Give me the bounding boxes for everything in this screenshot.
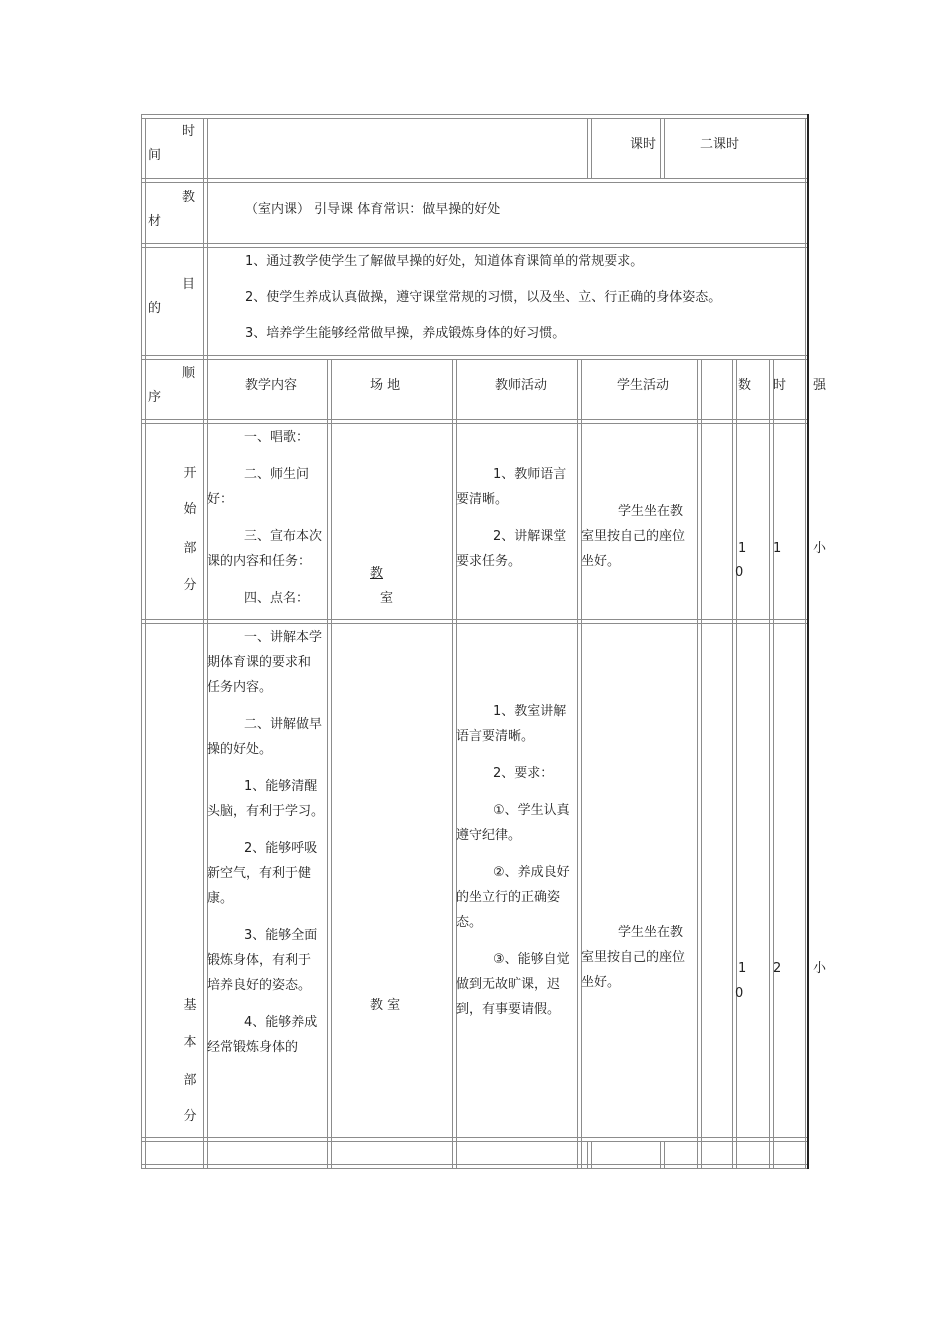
table-rule [141, 623, 807, 624]
table-rule [141, 355, 807, 356]
time-label-a: 时 [182, 124, 196, 139]
section-basic-time: 2 [773, 961, 782, 976]
table-rule [141, 182, 807, 183]
list-item: ③、能够自觉 做到无故旷课，迟 到，有事要请假。 [456, 952, 570, 1017]
table-rule [660, 1141, 661, 1168]
table-rule [660, 118, 661, 179]
list-item: 一、讲解本学 期体育课的要求和 任务内容。 [207, 630, 323, 695]
header-intensity: 强 [813, 378, 827, 393]
table-rule [697, 359, 698, 1168]
goal-item-1: 1、通过教学使学生了解做早操的好处，知道体育课简单的常规要求。 [245, 254, 644, 269]
material-label [148, 186, 200, 234]
table-rule [587, 1141, 588, 1168]
period-value: 二课时 [700, 137, 740, 152]
list-item: 二、师生问 好： [207, 467, 310, 507]
header-order-a: 顺 [182, 366, 196, 381]
list-item: ②、养成良好 的坐立行的正确姿 态。 [456, 865, 570, 930]
header-count: 数 [738, 378, 752, 393]
section-basic-count-a: 1 [738, 961, 747, 976]
goal-label-a: 目 [182, 277, 196, 292]
table-rule [581, 359, 582, 1168]
list-item: 4、能够养成 经常锻炼身体的 [207, 1015, 318, 1055]
section-basic-teacher [456, 699, 580, 1034]
section-start-char: 开 [183, 466, 197, 481]
table-rule [805, 118, 806, 1168]
header-time: 时 [773, 378, 787, 393]
section-start-count-b: 0 [735, 565, 744, 580]
list-item: ①、学生认真 遵守纪律。 [456, 803, 570, 843]
section-start-count-a: 1 [738, 541, 747, 556]
header-student: 学生活动 [617, 378, 670, 393]
goal-label [148, 273, 200, 321]
table-rule [141, 118, 807, 119]
table-rule [141, 243, 807, 244]
section-start-char: 分 [183, 578, 197, 593]
table-rule [141, 423, 807, 424]
venue-char: 教 [370, 566, 384, 581]
table-rule [769, 359, 770, 1168]
goal-item-2: 2、使学生养成认真做操，遵守课堂常规的习惯，以及坐、立、行正确的身体姿态。 [245, 290, 722, 305]
list-item: 2、能够呼吸 新空气，有利于健 康。 [207, 841, 318, 906]
table-border-right [807, 114, 809, 1169]
table-rule [732, 359, 733, 1168]
section-basic-intensity: 小 [813, 961, 827, 976]
section-basic-count-b: 0 [735, 986, 744, 1001]
header-order-b: 序 [148, 390, 162, 405]
time-label-b: 间 [148, 148, 162, 163]
list-item: 三、宣布本次 课的内容和任务： [207, 529, 323, 569]
table-rule [736, 359, 737, 1168]
goal-item-3: 3、培养学生能够经常做早操，养成锻炼身体的好习惯。 [245, 326, 566, 341]
section-basic-char: 分 [183, 1109, 197, 1124]
table-rule [587, 118, 588, 179]
time-label [148, 120, 200, 168]
list-item: 1、教师语言 要清晰。 [456, 467, 567, 507]
table-rule [141, 1137, 807, 1138]
table-rule [331, 359, 332, 1168]
material-label-a: 教 [182, 190, 196, 205]
table-border-top [141, 114, 809, 115]
table-rule [141, 419, 807, 420]
table-rule [664, 1141, 665, 1168]
section-start-intensity: 小 [813, 541, 827, 556]
section-basic-char: 基 [183, 998, 197, 1013]
section-basic-venue: 教 室 [370, 998, 401, 1013]
section-start-student [581, 499, 699, 586]
header-venue: 场 地 [370, 378, 401, 393]
table-rule [701, 359, 702, 1168]
header-order [148, 362, 200, 410]
goal-label-b: 的 [148, 301, 162, 316]
table-rule [773, 359, 774, 1168]
section-basic-char: 本 [183, 1035, 197, 1050]
list-item: 1、教室讲解 语言要清晰。 [456, 704, 567, 744]
list-item: 2、讲解课堂 要求任务。 [456, 529, 567, 569]
table-rule [452, 359, 453, 1168]
list-item: 3、能够全面 锻炼身体，有利于 培养良好的姿态。 [207, 928, 318, 993]
material-label-b: 材 [148, 214, 162, 229]
material-content: （室内课） 引导课 体育常识：做早操的好处 [245, 202, 501, 217]
student-activity: 学生坐在教 室里按自己的座位 坐好。 [581, 504, 686, 569]
table-rule [591, 1141, 592, 1168]
section-start-teacher [456, 462, 580, 586]
section-start-content [207, 425, 329, 623]
section-start-venue [370, 536, 393, 611]
table-rule [141, 178, 807, 179]
list-item: 1、能够清醒 头脑，有利于学习。 [207, 779, 325, 819]
section-start-time: 1 [773, 541, 782, 556]
table-rule [145, 118, 146, 1168]
list-item: 二、讲解做早 操的好处。 [207, 717, 323, 757]
section-start-char: 始 [183, 502, 197, 517]
section-basic-student [581, 920, 699, 1007]
table-rule [141, 359, 807, 360]
table-rule [141, 1164, 807, 1165]
table-rule [591, 118, 592, 179]
header-content: 教学内容 [245, 378, 298, 393]
list-item: 四、点名： [244, 591, 310, 606]
section-basic-char: 部 [183, 1073, 197, 1088]
table-border-bottom [141, 1168, 809, 1169]
table-rule [141, 1141, 807, 1142]
list-item: 一、唱歌： [244, 430, 310, 445]
period-label: 课时 [630, 137, 657, 152]
table-rule [664, 118, 665, 179]
section-start-char: 部 [183, 541, 197, 556]
table-rule [141, 247, 807, 248]
venue-char: 室 [380, 591, 394, 606]
section-basic-content [207, 625, 331, 1072]
list-item: 2、要求： [493, 766, 554, 781]
table-border-left [141, 114, 142, 1169]
table-rule [203, 118, 204, 1168]
header-teacher: 教师活动 [495, 378, 548, 393]
student-activity: 学生坐在教 室里按自己的座位 坐好。 [581, 925, 686, 990]
